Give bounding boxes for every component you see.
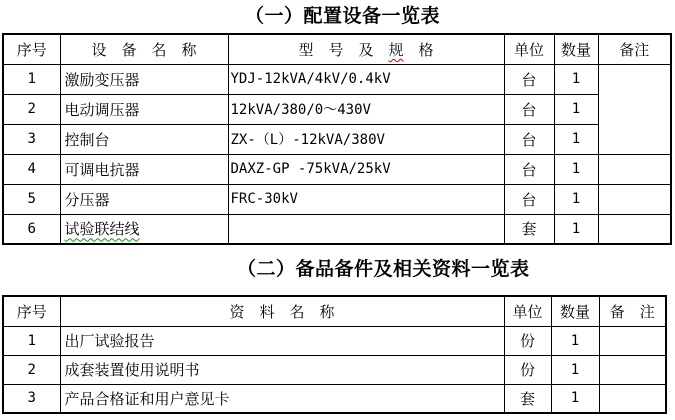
row-number: 1 bbox=[3, 64, 60, 94]
unit-value: 份 bbox=[504, 326, 551, 355]
equipment-table bbox=[2, 33, 672, 245]
equipment-name: 电动调压器 bbox=[60, 94, 228, 124]
material-name: 成套装置使用说明书 bbox=[60, 355, 504, 384]
header-equipment-name: 设 备 名 称 bbox=[60, 34, 228, 64]
section2-title: （二）备品备件及相关资料一览表 bbox=[237, 258, 530, 280]
equipment-row bbox=[3, 184, 671, 214]
quantity-value: 1 bbox=[551, 384, 599, 413]
header-quantity: 数量 bbox=[551, 296, 599, 326]
quantity-value: 1 bbox=[551, 355, 599, 384]
header-spec-text: 型 号 及 bbox=[298, 40, 389, 59]
row-number: 5 bbox=[3, 184, 60, 214]
quantity-value: 1 bbox=[554, 64, 598, 94]
materials-table bbox=[2, 295, 667, 414]
material-name: 产品合格证和用户意见卡 bbox=[60, 384, 504, 413]
equipment-row bbox=[3, 214, 671, 244]
model-spec: 12kVA/380/0～430V bbox=[228, 94, 504, 124]
row-number: 4 bbox=[3, 154, 60, 184]
unit-value: 台 bbox=[504, 124, 554, 154]
unit-value: 份 bbox=[504, 355, 551, 384]
quantity-value: 1 bbox=[554, 154, 598, 184]
header-no: 序号 bbox=[3, 296, 60, 326]
spellcheck-marked-text: 规 bbox=[388, 40, 404, 59]
header-spec-text: 格 bbox=[403, 40, 434, 59]
material-row bbox=[3, 326, 666, 355]
model-spec: DAXZ-GP -75kVA/25kV bbox=[228, 154, 504, 184]
unit-value: 台 bbox=[504, 94, 554, 124]
equipment-name: 分压器 bbox=[60, 184, 228, 214]
equipment-table-header-row bbox=[3, 34, 671, 64]
remark-cell bbox=[599, 384, 666, 413]
grammar-marked-text: 试验联结线 bbox=[64, 220, 140, 239]
remark-cell-merged bbox=[598, 64, 671, 154]
row-number: 6 bbox=[3, 214, 60, 244]
equipment-row bbox=[3, 124, 671, 154]
material-name: 出厂试验报告 bbox=[60, 326, 504, 355]
row-number: 3 bbox=[3, 384, 60, 413]
row-number: 2 bbox=[3, 355, 60, 384]
model-spec: ZX-（L）-12kVA/380V bbox=[228, 124, 504, 154]
model-spec bbox=[228, 214, 504, 244]
row-number: 2 bbox=[3, 94, 60, 124]
equipment-name: 控制台 bbox=[60, 124, 228, 154]
header-no: 序号 bbox=[3, 34, 60, 64]
equipment-row bbox=[3, 154, 671, 184]
unit-value: 台 bbox=[504, 64, 554, 94]
quantity-value: 1 bbox=[554, 124, 598, 154]
material-row bbox=[3, 384, 666, 413]
unit-value: 台 bbox=[504, 184, 554, 214]
row-number: 3 bbox=[3, 124, 60, 154]
header-unit: 单位 bbox=[504, 296, 551, 326]
header-remark: 备 注 bbox=[599, 296, 666, 326]
header-unit: 单位 bbox=[504, 34, 554, 64]
remark-cell bbox=[598, 214, 671, 244]
remark-cell bbox=[598, 184, 671, 214]
equipment-name bbox=[60, 214, 228, 244]
equipment-row bbox=[3, 94, 671, 124]
header-quantity: 数量 bbox=[554, 34, 598, 64]
equipment-name: 可调电抗器 bbox=[60, 154, 228, 184]
unit-value: 套 bbox=[504, 214, 554, 244]
remark-cell bbox=[598, 154, 671, 184]
remark-cell bbox=[599, 355, 666, 384]
header-model-spec bbox=[228, 34, 504, 64]
quantity-value: 1 bbox=[554, 94, 598, 124]
quantity-value: 1 bbox=[551, 326, 599, 355]
equipment-name: 激励变压器 bbox=[60, 64, 228, 94]
materials-table-header-row bbox=[3, 296, 666, 326]
model-spec: FRC-30kV bbox=[228, 184, 504, 214]
remark-cell bbox=[599, 326, 666, 355]
equipment-row bbox=[3, 64, 671, 94]
quantity-value: 1 bbox=[554, 184, 598, 214]
unit-value: 台 bbox=[504, 154, 554, 184]
header-remark: 备注 bbox=[598, 34, 671, 64]
row-number: 1 bbox=[3, 326, 60, 355]
section1-title: （一）配置设备一览表 bbox=[245, 5, 441, 27]
header-material-name: 资 料 名 称 bbox=[60, 296, 504, 326]
material-row bbox=[3, 355, 666, 384]
unit-value: 套 bbox=[504, 384, 551, 413]
quantity-value: 1 bbox=[554, 214, 598, 244]
model-spec: YDJ-12kVA/4kV/0.4kV bbox=[228, 64, 504, 94]
